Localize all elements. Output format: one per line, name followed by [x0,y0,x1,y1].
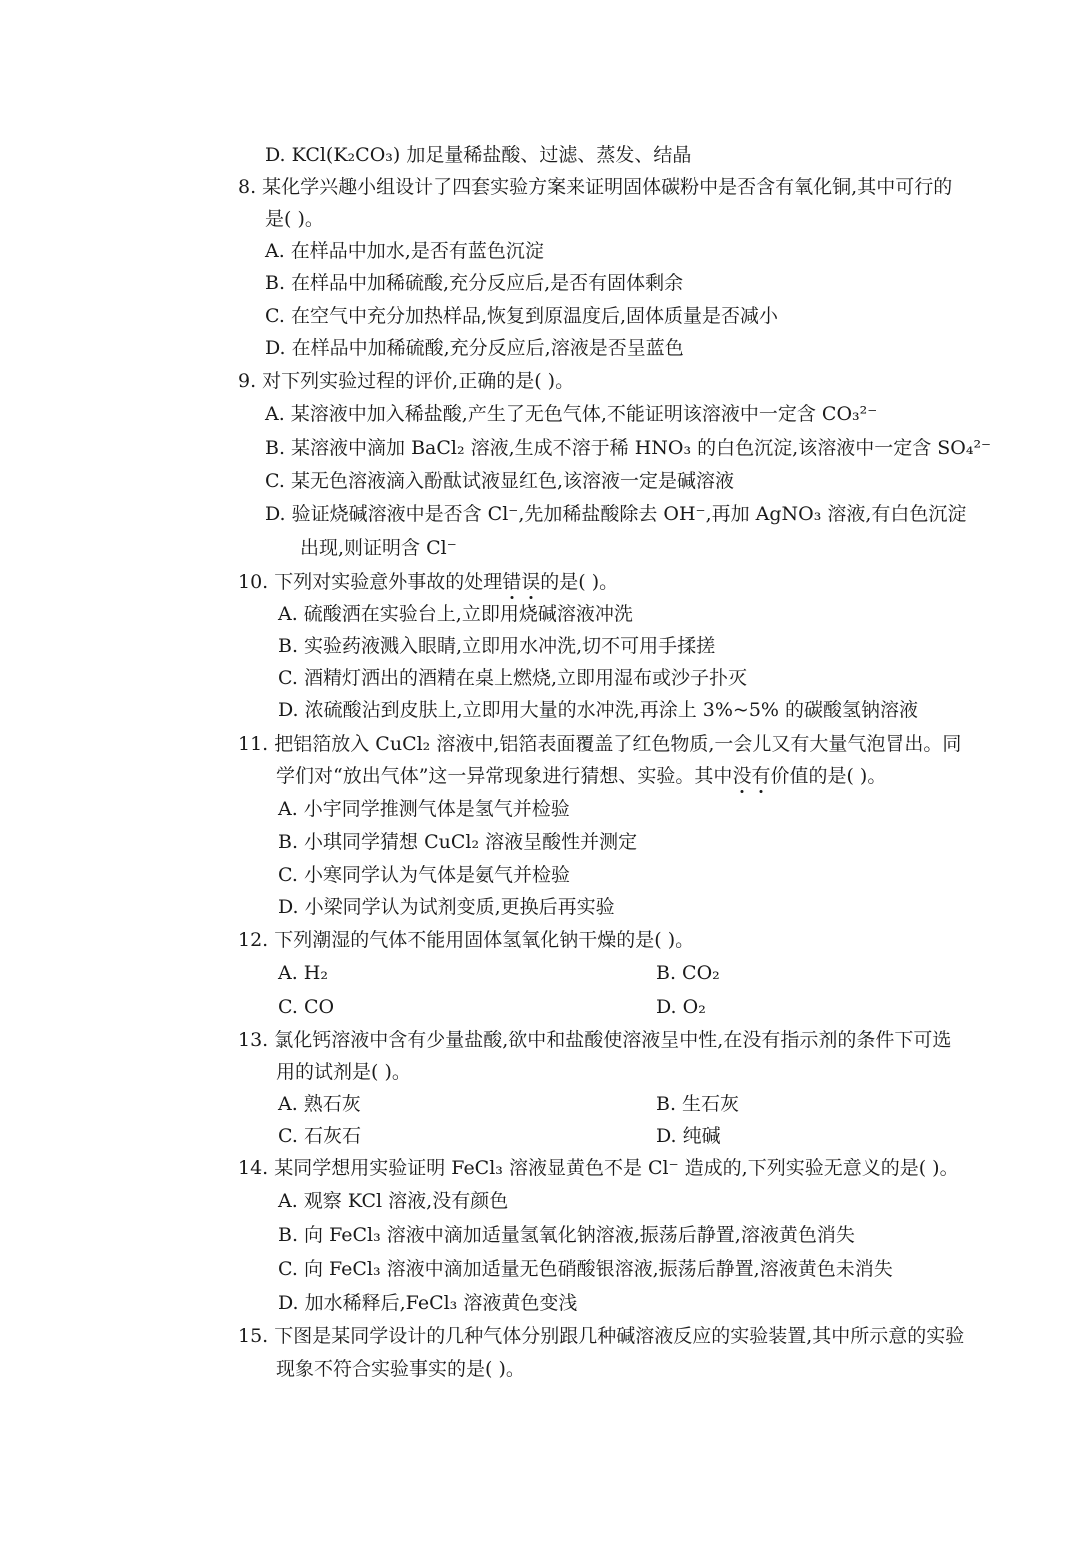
q8-stem-line1: 8. 某化学兴趣小组设计了四套实验方案来证明固体碳粉中是否含有氧化铜,其中可行的 [238,176,953,198]
q12-option-b: B. CO₂ [656,962,720,984]
q8-option-c: C. 在空气中充分加热样品,恢复到原温度后,固体质量是否减小 [265,305,779,327]
q9-stem: 9. 对下列实验过程的评价,正确的是( )。 [238,370,575,392]
q12-option-a: A. H₂ [278,962,328,984]
q12-stem: 12. 下列潮湿的气体不能用固体氢氧化钠干燥的是( )。 [238,929,695,951]
q14-option-c: C. 向 FeCl₃ 溶液中滴加适量无色硝酸银溶液,振荡后静置,溶液黄色未消失 [278,1258,893,1280]
q8-option-a: A. 在样品中加水,是否有蓝色沉淀 [265,240,544,262]
q10-option-c: C. 酒精灯洒出的酒精在桌上燃烧,立即用湿布或沙子扑灭 [278,667,747,689]
q10-emphasis-1: 错 [502,571,522,593]
q11-stem-line2 [276,763,886,789]
q14-option-a: A. 观察 KCl 溶液,没有颜色 [278,1190,509,1212]
q14-stem: 14. 某同学想用实验证明 FeCl₃ 溶液显黄色不是 Cl⁻ 造成的,下列实验无意义的是( )。 [238,1157,959,1179]
q10-option-b: B. 实验药液溅入眼睛,立即用水冲洗,切不可用手揉搓 [278,635,716,657]
q11-option-a: A. 小宇同学推测气体是氢气并检验 [278,798,570,820]
q9-option-d-line1: D. 验证烧碱溶液中是否含 Cl⁻,先加稀盐酸除去 OH⁻,再加 AgNO₃ 溶液,有白色沉淀 [265,503,967,525]
q10-stem-pre: 10. 下列对实验意外事故的处理 [238,571,503,593]
q9-option-a: A. 某溶液中加入稀盐酸,产生了无色气体,不能证明该溶液中一定含 CO₃²⁻ [265,403,878,425]
q11-stem-pre: 学们对“放出气体”这一异常现象进行猜想、实验。其中 [276,765,733,787]
q12-option-c: C. CO [278,996,335,1018]
q7-option-d: D. KCl(K₂CO₃) 加足量稀盐酸、过滤、蒸发、结晶 [265,144,692,166]
q13-option-c: C. 石灰石 [278,1125,361,1147]
q14-option-b: B. 向 FeCl₃ 溶液中滴加适量氢氧化钠溶液,振荡后静置,溶液黄色消失 [278,1224,855,1246]
q10-option-d: D. 浓硫酸沾到皮肤上,立即用大量的水冲洗,再涂上 3%~5% 的碳酸氢钠溶液 [278,699,918,721]
q14-option-d: D. 加水稀释后,FeCl₃ 溶液黄色变浅 [278,1292,578,1314]
q10-emphasis-2: 误 [521,571,541,593]
q13-option-a: A. 熟石灰 [278,1093,361,1115]
q13-stem-line1: 13. 氯化钙溶液中含有少量盐酸,欲中和盐酸使溶液呈中性,在没有指示剂的条件下可选 [238,1029,952,1051]
q11-option-b: B. 小琪同学猜想 CuCl₂ 溶液呈酸性并测定 [278,831,638,853]
q11-stem-line1: 11. 把铝箔放入 CuCl₂ 溶液中,铝箔表面覆盖了红色物质,一会儿又有大量气泡冒出。同 [238,733,962,755]
q15-stem-line2: 现象不符合实验事实的是( )。 [276,1358,525,1380]
q13-option-b: B. 生石灰 [656,1093,740,1115]
q15-stem-line1: 15. 下图是某同学设计的几种气体分别跟几种碱溶液反应的实验装置,其中所示意的实验 [238,1325,965,1347]
q9-option-c: C. 某无色溶液滴入酚酞试液显红色,该溶液一定是碱溶液 [265,470,734,492]
q10-stem [238,569,618,595]
q11-option-d: D. 小梁同学认为试剂变质,更换后再实验 [278,896,615,918]
q13-option-d: D. 纯碱 [656,1125,721,1147]
q10-stem-post: 的是( )。 [540,571,619,593]
q13-stem-line2: 用的试剂是( )。 [276,1061,411,1083]
q11-option-c: C. 小寒同学认为气体是氨气并检验 [278,864,570,886]
q9-option-d-line2: 出现,则证明含 Cl⁻ [300,537,457,559]
q8-option-b: B. 在样品中加稀硫酸,充分反应后,是否有固体剩余 [265,272,684,294]
q11-emphasis-1: 没 [732,765,752,787]
q8-stem-line2: 是( )。 [265,208,324,230]
q11-emphasis-2: 有 [751,765,771,787]
q12-option-d: D. O₂ [656,996,706,1018]
q9-option-b: B. 某溶液中滴加 BaCl₂ 溶液,生成不溶于稀 HNO₃ 的白色沉淀,该溶液中一定含 SO₄²⁻ [265,437,992,459]
q11-stem-post: 价值的是( )。 [770,765,887,787]
q10-option-a: A. 硫酸洒在实验台上,立即用烧碱溶液冲洗 [278,603,633,625]
q8-option-d: D. 在样品中加稀硫酸,充分反应后,溶液是否呈蓝色 [265,337,684,359]
